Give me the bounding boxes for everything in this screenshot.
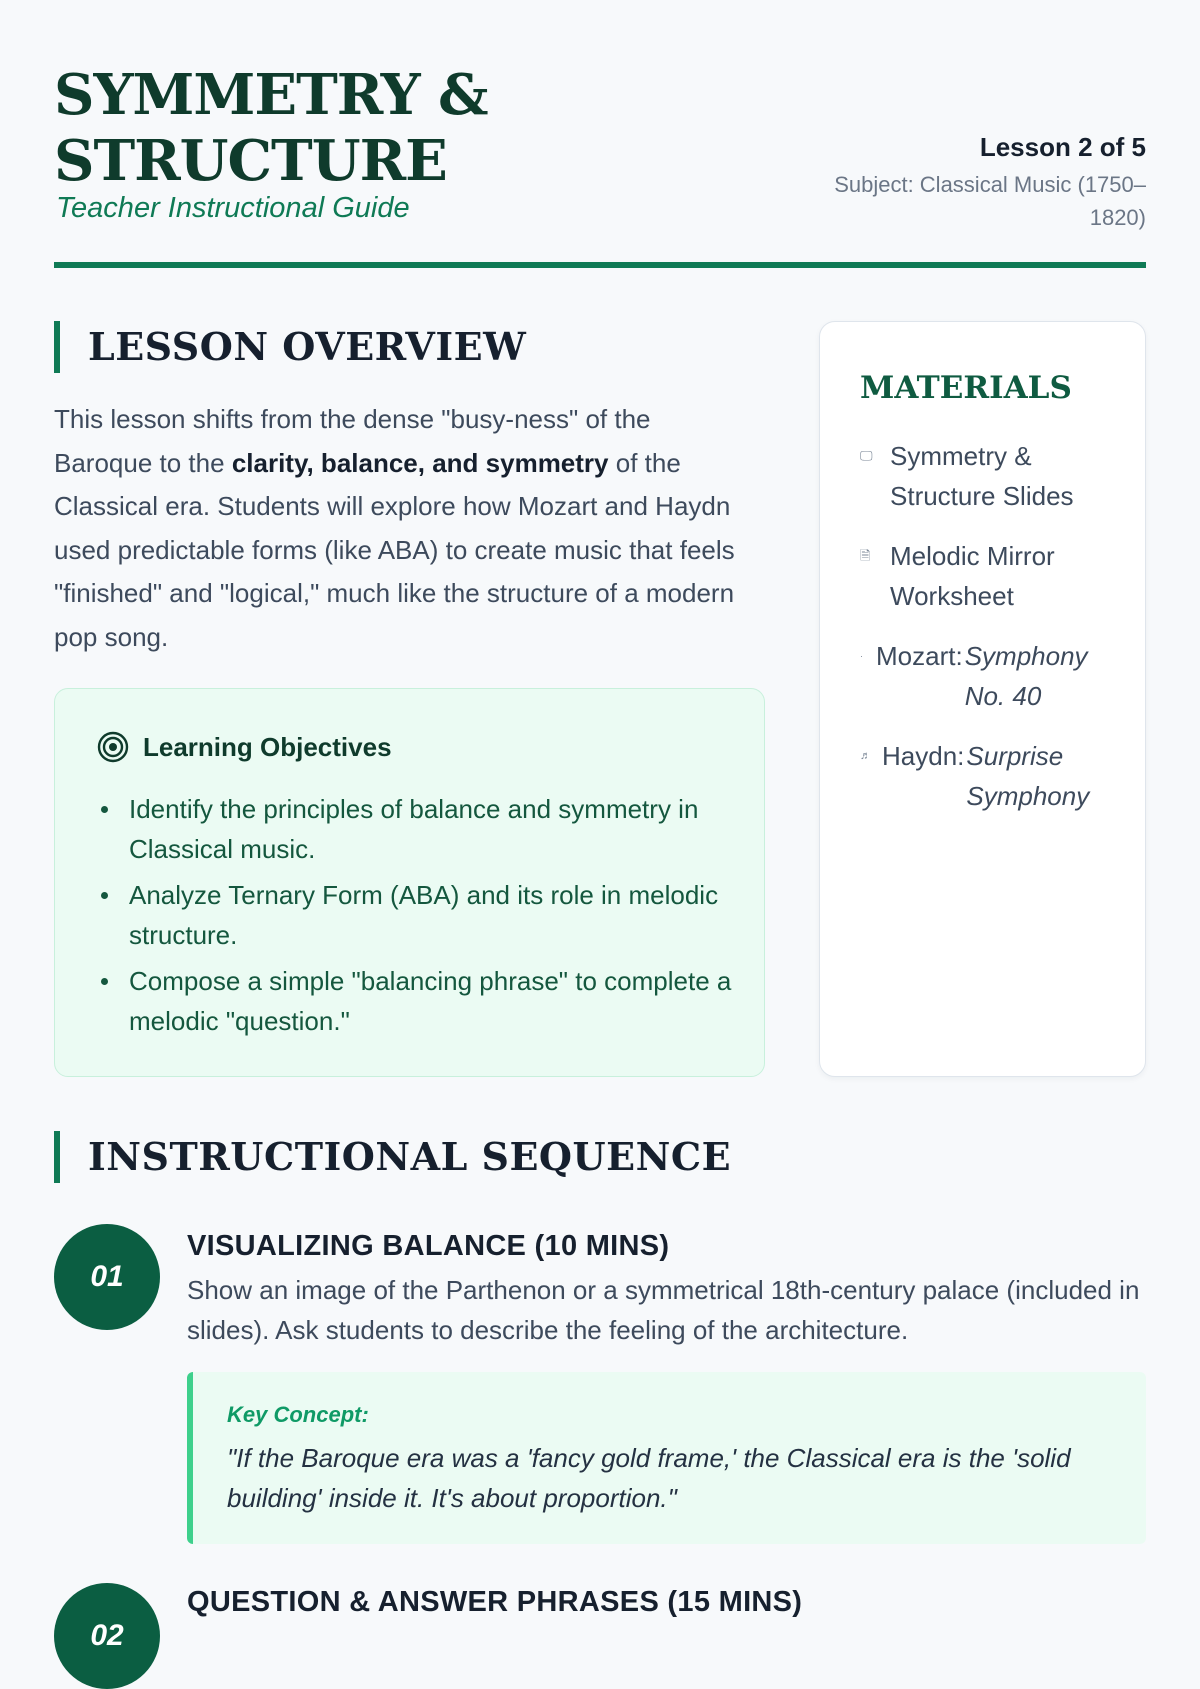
overview-text-bold: clarity, balance, and symmetry bbox=[231, 447, 609, 478]
learning-objectives-card bbox=[54, 688, 765, 1077]
material-label bbox=[876, 636, 1130, 716]
material-work: Surprise Symphony bbox=[966, 741, 1090, 811]
music-note-icon: ♬ bbox=[860, 750, 871, 762]
step-number-badge: 02 bbox=[54, 1583, 160, 1689]
lesson-overview-text bbox=[54, 398, 754, 659]
objectives-list bbox=[97, 789, 737, 1047]
instructional-sequence-heading: INSTRUCTIONAL SEQUENCE bbox=[54, 1131, 731, 1183]
key-concept-quote: "If the Baroque era was a 'fancy gold frame,' the Classical era is the 'solid building' inside it. It's about proportion." bbox=[227, 1443, 1071, 1513]
lesson-guide-page bbox=[54, 0, 1146, 1652]
page-title: SYMMETRY & STRUCTURE bbox=[54, 62, 488, 194]
overview-text-part1: This lesson shifts from the dense "busy-ness" of the Baroque to the bbox=[54, 404, 651, 478]
objective-item: Analyze Ternary Form (ABA) and its role in melodic structure. bbox=[97, 875, 737, 955]
objective-item: Identify the principles of balance and symmetry in Classical music. bbox=[97, 789, 737, 869]
slides-icon: 🖵 bbox=[860, 448, 873, 463]
key-concept-label: Key Concept: bbox=[227, 1402, 369, 1427]
materials-list bbox=[860, 436, 1130, 836]
objective-item: Compose a simple "balancing phrase" to complete a melodic "question." bbox=[97, 961, 737, 1041]
material-item bbox=[860, 736, 1130, 816]
target-icon bbox=[97, 731, 129, 763]
material-composer: Mozart: bbox=[876, 641, 963, 671]
materials-card bbox=[819, 321, 1146, 1077]
step-number-badge: 01 bbox=[54, 1224, 160, 1330]
lesson-overview-heading: LESSON OVERVIEW bbox=[54, 321, 526, 373]
material-label: Melodic Mirror Worksheet bbox=[890, 541, 1055, 611]
lesson-meta bbox=[786, 130, 1146, 234]
material-label: Symmetry & Structure Slides bbox=[890, 441, 1074, 511]
lesson-number: Lesson 2 of 5 bbox=[979, 132, 1146, 162]
material-work: Symphony No. 40 bbox=[964, 641, 1088, 711]
material-composer: Haydn: bbox=[882, 741, 965, 771]
overview-text-part2: of the Classical era. Students will explore how Mozart and Haydn used predictable forms (like ABA) to create music that feels "finished" and "logical," much like the structure of a modern pop song. bbox=[54, 447, 735, 652]
key-concept-callout bbox=[187, 1372, 1146, 1544]
page-subtitle: Teacher Instructional Guide bbox=[56, 192, 410, 224]
materials-title: MATERIALS bbox=[860, 370, 1072, 406]
objectives-header bbox=[97, 731, 392, 763]
lesson-subject: Subject: Classical Music (1750–1820) bbox=[834, 172, 1146, 230]
page-header bbox=[54, 56, 1146, 268]
audio-icon: · bbox=[860, 651, 863, 661]
objectives-title: Learning Objectives bbox=[143, 731, 392, 762]
material-item bbox=[860, 436, 1130, 516]
worksheet-icon: 🗎 bbox=[860, 548, 871, 563]
step-description: Show an image of the Parthenon or a symmetrical 18th-century palace (included in slides). Ask students to describe the feeling of the architecture. bbox=[187, 1275, 1140, 1345]
material-item bbox=[860, 636, 1130, 716]
step-title: QUESTION & ANSWER PHRASES (15 MINS) bbox=[187, 1586, 803, 1618]
material-label bbox=[882, 736, 1130, 816]
step-title: VISUALIZING BALANCE (10 MINS) bbox=[187, 1230, 670, 1262]
material-item bbox=[860, 536, 1130, 616]
